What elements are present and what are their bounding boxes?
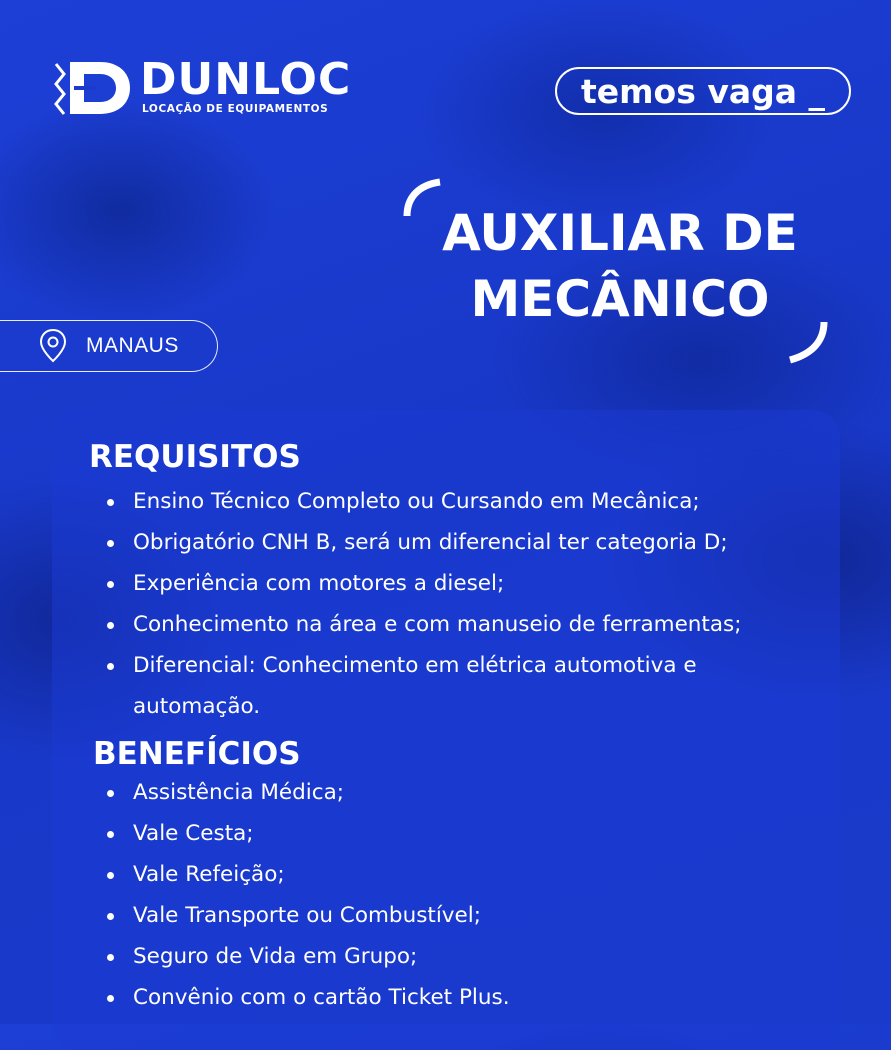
requirement-item: Diferencial: Conhecimento em elétrica automotiva e automação.: [107, 645, 773, 727]
benefit-item: Vale Cesta;: [107, 813, 827, 854]
benefit-item: Assistência Médica;: [107, 772, 827, 813]
location-label: MANAUS: [86, 334, 179, 357]
requirement-item: Ensino Técnico Completo ou Cursando em Mecânica;: [107, 481, 827, 522]
dunloc-logo: [54, 54, 404, 118]
benefit-item: Vale Refeição;: [107, 854, 827, 895]
requirement-item: Obrigatório CNH B, será um diferencial ter categoria D;: [107, 522, 827, 563]
requirements-list: [107, 481, 827, 727]
benefit-item: Seguro de Vida em Grupo;: [107, 936, 827, 977]
title-bottom-right-bracket-icon: [770, 305, 830, 365]
requirement-item: Experiência com motores a diesel;: [107, 563, 827, 604]
hiring-badge: temos vaga _: [555, 67, 851, 115]
location-pin-icon: [38, 328, 68, 364]
requirement-item: Conhecimento na área e com manuseio de ferramentas;: [107, 604, 827, 645]
job-title: AUXILIAR DE MECÂNICO: [442, 204, 798, 328]
benefit-item: Vale Transporte ou Combustível;: [107, 895, 827, 936]
benefits-list: [107, 772, 827, 1018]
dunloc-logo-mark-icon: [54, 60, 132, 116]
brand-name: DUNLOC: [140, 54, 352, 105]
requirements-title: REQUISITOS: [89, 439, 301, 475]
benefits-title: BENEFÍCIOS: [93, 736, 301, 772]
location-tag: [0, 320, 218, 372]
brand-tagline: LOCAÇÃO DE EQUIPAMENTOS: [142, 103, 329, 115]
benefit-item: Convênio com o cartão Ticket Plus.: [107, 977, 827, 1018]
